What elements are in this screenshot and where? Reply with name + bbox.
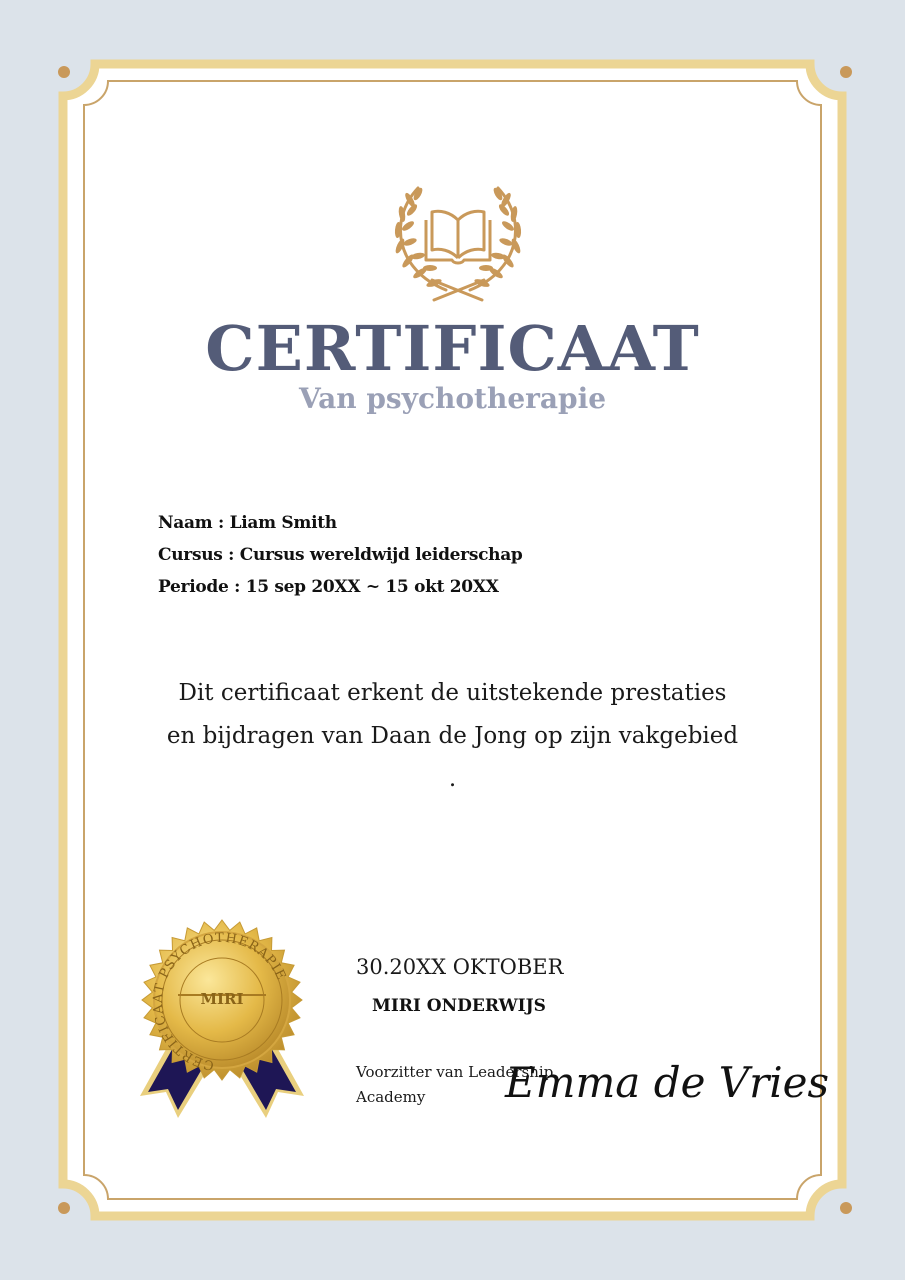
course-name: Cursus : Cursus wereldwijd leiderschap [158, 545, 523, 565]
corner-dot [840, 66, 852, 78]
seal-center-text: MIRI [200, 990, 244, 1008]
signature: Emma de Vries [505, 1058, 830, 1107]
course-period: Periode : 15 sep 20XX ~ 15 okt 20XX [158, 577, 499, 597]
corner-dot [58, 66, 70, 78]
body-text-line: en bijdragen van Daan de Jong op zijn vakgebied [166, 723, 739, 749]
corner-dot [840, 1202, 852, 1214]
seal-ring-text: CERTIFICAAT PSYCHOTHERAPIE [150, 930, 289, 1073]
corner-dot [58, 1202, 70, 1214]
organization-name: MIRI ONDERWIJS [372, 996, 546, 1016]
body-text-line: . [448, 766, 457, 792]
certificate-subtitle: Van psychotherapie [298, 382, 607, 415]
certificate-title: CERTIFICAAT [205, 312, 700, 385]
recipient-name: Naam : Liam Smith [158, 513, 337, 533]
gold-award-seal-icon [132, 912, 312, 1124]
body-text-line: Dit certificaat erkent de uitstekende prestaties [178, 680, 727, 706]
issue-date: 30.20XX OKTOBER [356, 955, 564, 979]
signer-role: Voorzitter van Leadership Academy [356, 1063, 554, 1106]
open-book-laurel-icon [388, 180, 528, 306]
